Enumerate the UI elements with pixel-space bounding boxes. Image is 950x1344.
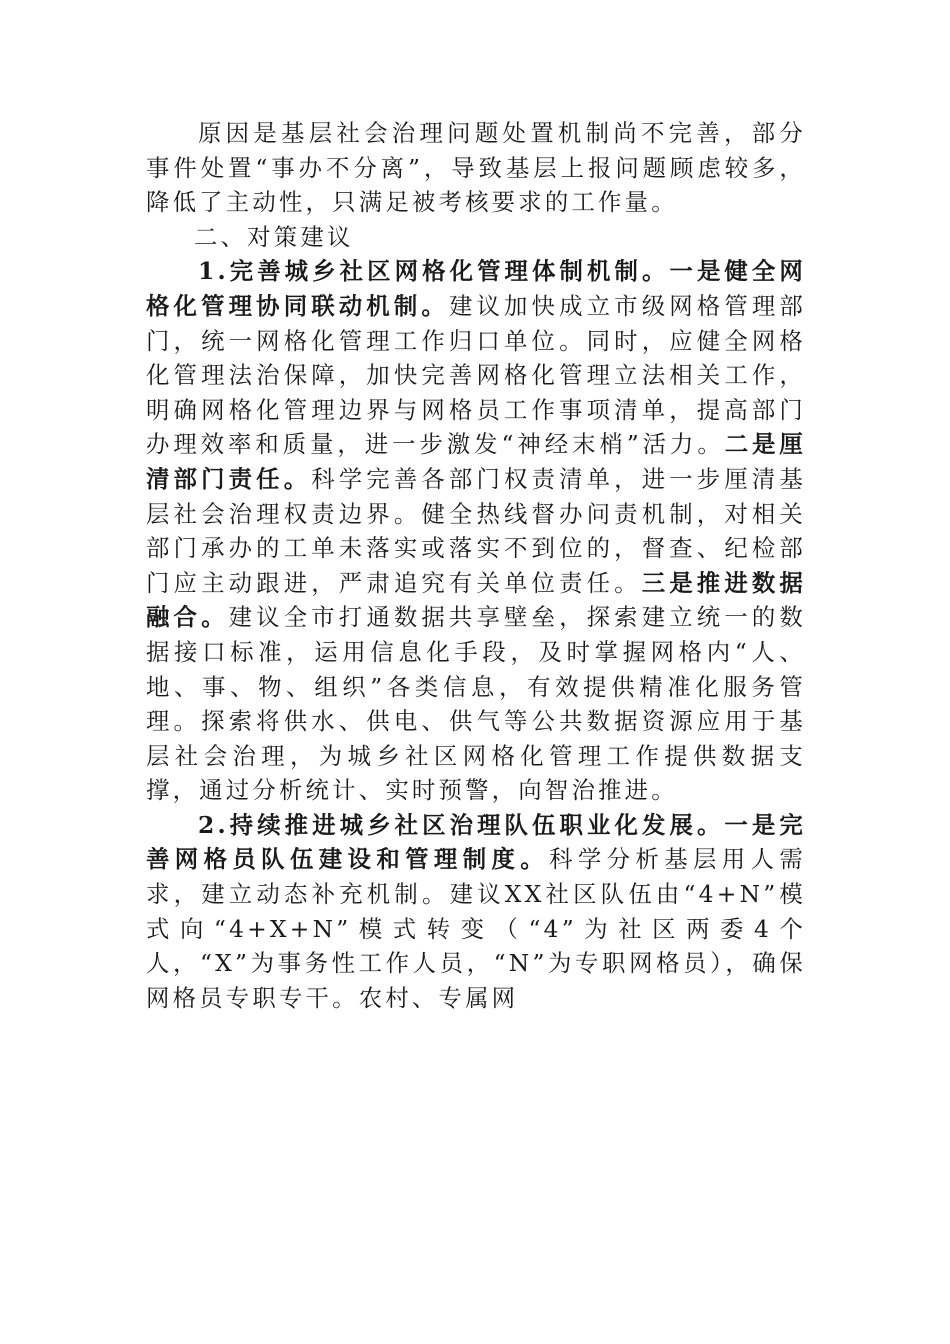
section-heading-text: 二、对策建议 — [194, 222, 354, 251]
paragraph-measure-2 — [146, 808, 806, 1016]
paragraph-cause-text: 原因是基层社会治理问题处置机制尚不完善，部分事件处置“事办不分离”，导致基层上报问题顾虑较多，降低了主动性，只满足被考核要求的工作量。 — [146, 119, 806, 217]
measure-1-text-c: 建议全市打通数据共享壁垒，探索建立统一的数据接口标准，运用信息化手段，及时掌握网格内“人、地、事、物、组织”各类信息，有效提供精准化服务管理。探索将供水、供电、供气等公共数据资源应用于基层社会治理，为城乡社区网格化管理工作提供数据支撑，通过分析统计、实时预警，向智治推进。 — [146, 603, 806, 805]
measure-2-text-a: 科学分析基层用人需求，建立动态补充机制。建议XX社区队伍由“4+N”模式向“4+X+N”模式转变（“4”为社区两委4个人，“X”为事务性工作人员，“N”为专职网格员），确保网格员专职专干。农村、专属网 — [146, 845, 806, 1012]
measure-1-text-b: 科学完善各部门权责清单，进一步厘清基层社会治理权责边界。健全热线督办问责机制，对相关部门承办的工单未落实或落实不到位的，督查、纪检部门应主动跟进，严肃追究有关单位责任。 — [146, 464, 806, 597]
measure-1-title: 1.完善城乡社区网格化管理体制机制。一是健全网格化管理协同联动机制。 — [146, 257, 806, 320]
measure-1-sub-2: 二是厘清部门责任。 — [146, 430, 806, 493]
paragraph-measure-1 — [146, 254, 806, 808]
paragraph-cause — [146, 116, 806, 220]
section-heading — [146, 220, 806, 255]
measure-1-text-a: 建议加快成立市级网格管理部门，统一网格化管理工作归口单位。同时，应健全网格化管理法治保障，加快完善网格化管理立法相关工作，明确网格化管理边界与网格员工作事项清单，提高部门办理效率和质量，进一步激发“神经末梢”活力。 — [146, 291, 806, 459]
measure-1-sub-3: 三是推进数据融合。 — [146, 568, 806, 632]
measure-2-title: 2.持续推进城乡社区治理队伍职业化发展。一是完善网格员队伍建设和管理制度。 — [146, 810, 806, 874]
document-body — [146, 116, 806, 1015]
